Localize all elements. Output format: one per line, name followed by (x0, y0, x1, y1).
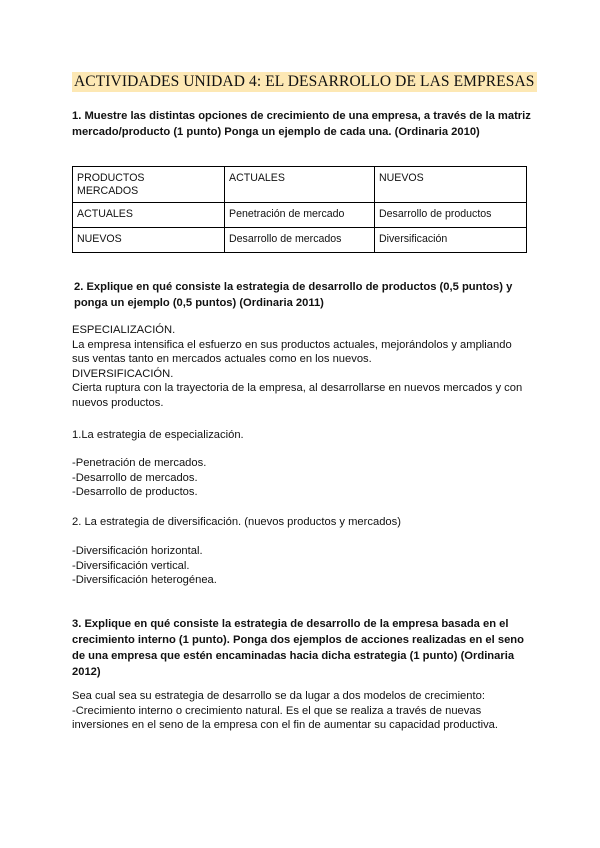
table-cell: NUEVOS (375, 167, 527, 203)
table-cell: PRODUCTOS MERCADOS (73, 167, 225, 203)
question-3: 3. Explique en qué consiste la estrategia de desarrollo de la empresa basada en el crecimiento interno (1 punto). Ponga dos ejemplos de acciones realizadas en el seno de una empresa que estén encaminadas hacia dicha estrategia (1 punto) (Ordinaria 2012) (72, 618, 524, 678)
page-title: ACTIVIDADES UNIDAD 4: EL DESARROLLO DE LAS EMPRESAS (74, 73, 535, 90)
answer-2-specialization-list: -Penetración de mercados. -Desarrollo de mercados. -Desarrollo de productos. (72, 457, 207, 499)
answer-2-diversification-heading: 2. La estrategia de diversificación. (nuevos productos y mercados) (72, 516, 401, 528)
table-row (73, 228, 527, 253)
answer-2-specialization-heading: 1.La estrategia de especialización. (72, 429, 244, 441)
product-market-matrix (72, 166, 527, 253)
table-cell: Desarrollo de productos (375, 203, 527, 228)
answer-2-diversification-list: -Diversificación horizontal. -Diversificación vertical. -Diversificación heterogénea. (72, 545, 217, 587)
table-cell: ACTUALES (73, 203, 225, 228)
table-cell: Desarrollo de mercados (225, 228, 375, 253)
question-1: 1. Muestre las distintas opciones de crecimiento de una empresa, a través de la matriz mercado/producto (1 punto) Ponga un ejemplo de cada una. (Ordinaria 2010) (72, 110, 531, 138)
table-cell: Diversificación (375, 228, 527, 253)
table-cell: NUEVOS (73, 228, 225, 253)
question-2: 2. Explique en qué consiste la estrategia de desarrollo de productos (0,5 puntos) y ponga un ejemplo (0,5 puntos) (Ordinaria 2011) (74, 281, 513, 309)
answer-3: Sea cual sea su estrategia de desarrollo se da lugar a dos modelos de crecimiento: -Crecimiento interno o crecimiento natural. Es el que se realiza a través de nuevas inversiones en el seno de la empresa con el fin de aumentar su capacidad productiva. (72, 690, 499, 732)
table-row (73, 203, 527, 228)
table-cell: ACTUALES (225, 167, 375, 203)
answer-2-definitions: ESPECIALIZACIÓN. La empresa intensifica el esfuerzo en sus productos actuales, mejorándolos y ampliando sus ventas tanto en mercados actuales como en los nuevos. DIVERSIFICACIÓN. Cierta ruptura con la trayectoria de la empresa, al desarrollarse en nuevos mercados y con nuevos productos. (72, 324, 523, 409)
table-cell: Penetración de mercado (225, 203, 375, 228)
table-header-row (73, 167, 527, 203)
